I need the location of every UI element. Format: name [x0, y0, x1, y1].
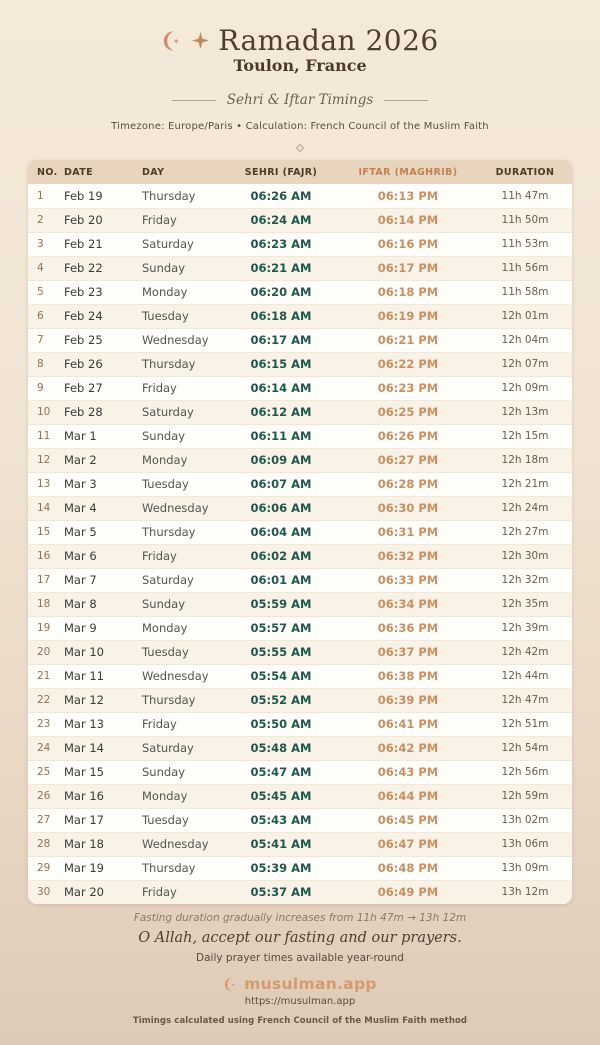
- cell-sehri-time: 05:45 AM: [250, 789, 312, 803]
- cell-date: Feb 19: [64, 188, 103, 203]
- cell-iftar-time: 06:14 PM: [377, 213, 439, 227]
- cell-row-number: 17: [37, 574, 51, 586]
- cell-date: Feb 23: [64, 285, 103, 299]
- table-row: [28, 784, 572, 808]
- column-header-no: NO.: [37, 166, 58, 178]
- cell-date: Mar 10: [64, 645, 104, 659]
- cell-row-number: 18: [37, 598, 51, 610]
- cell-iftar-time: 06:36 PM: [377, 621, 439, 635]
- cell-row-number: 1: [37, 189, 44, 202]
- cell-day: Monday: [142, 789, 188, 803]
- cell-sehri-time: 06:26 AM: [250, 188, 312, 203]
- cell-row-number: 12: [37, 454, 51, 466]
- table-row: [28, 328, 572, 352]
- cell-row-number: 25: [37, 766, 51, 778]
- cell-row-number: 26: [37, 790, 51, 802]
- cell-day: Sunday: [142, 765, 186, 779]
- cell-sehri-time: 05:59 AM: [250, 597, 312, 611]
- timezone-calculation-meta: Timezone: Europe/Paris • Calculation: French Council of the Muslim Faith: [111, 121, 489, 132]
- table-header: [28, 160, 572, 184]
- duration-trend-note: Fasting duration gradually increases from 11h 47m → 13h 12m: [133, 912, 467, 924]
- dua-text: O Allah, accept our fasting and our prayers.: [138, 930, 462, 946]
- cell-iftar-time: 06:23 PM: [377, 381, 439, 395]
- table-row: [28, 664, 572, 688]
- table-row: [28, 424, 572, 448]
- cell-date: Feb 26: [64, 357, 103, 371]
- cell-iftar-time: 06:34 PM: [377, 597, 439, 611]
- cell-date: Mar 9: [64, 621, 97, 635]
- cell-day: Tuesday: [142, 477, 189, 491]
- cell-iftar-time: 06:25 PM: [377, 405, 439, 419]
- cell-sehri-time: 06:11 AM: [250, 429, 312, 443]
- cell-day: Sunday: [142, 429, 186, 443]
- cell-sehri-time: 06:01 AM: [250, 573, 312, 587]
- diamond-divider-icon: [296, 144, 304, 152]
- table-row: [28, 640, 572, 664]
- cell-iftar-time: 06:31 PM: [377, 525, 439, 539]
- cell-day: Monday: [142, 621, 188, 635]
- cell-duration: 12h 09m: [501, 382, 549, 394]
- table-row: [28, 208, 572, 232]
- cell-duration: 12h 13m: [501, 406, 549, 418]
- cell-date: Mar 15: [64, 765, 104, 779]
- cell-duration: 12h 01m: [501, 310, 549, 322]
- table-row: [28, 688, 572, 712]
- table-row: [28, 232, 572, 256]
- cell-iftar-time: 06:41 PM: [377, 717, 439, 731]
- cell-duration: 12h 35m: [501, 598, 549, 610]
- cell-day: Saturday: [142, 573, 194, 587]
- cell-day: Tuesday: [142, 813, 189, 827]
- brand-name: musulman.app: [244, 975, 377, 993]
- cell-row-number: 7: [37, 334, 44, 346]
- cell-duration: 12h 54m: [501, 742, 549, 754]
- cell-day: Thursday: [142, 525, 196, 539]
- crescent-star-icon: [161, 30, 183, 52]
- cell-day: Friday: [142, 549, 177, 563]
- cell-date: Mar 13: [64, 717, 104, 731]
- cell-iftar-time: 06:37 PM: [377, 645, 439, 659]
- table-row: [28, 808, 572, 832]
- table-row: [28, 280, 572, 304]
- cell-date: Mar 1: [64, 429, 97, 443]
- cell-sehri-time: 05:57 AM: [250, 621, 312, 635]
- table-row: [28, 520, 572, 544]
- cell-iftar-time: 06:47 PM: [377, 837, 439, 851]
- cell-iftar-time: 06:13 PM: [377, 188, 439, 203]
- cell-iftar-time: 06:18 PM: [377, 285, 439, 299]
- cell-sehri-time: 06:23 AM: [250, 237, 312, 251]
- cell-row-number: 27: [37, 814, 51, 826]
- calculation-method-note: Timings calculated using French Council of the Muslim Faith method: [132, 1016, 468, 1026]
- cell-duration: 11h 47m: [501, 189, 549, 202]
- table-row: [28, 352, 572, 376]
- cell-duration: 12h 39m: [501, 622, 549, 634]
- cell-sehri-time: 06:15 AM: [250, 357, 312, 371]
- page-title: Ramadan 2026: [218, 24, 439, 57]
- cell-sehri-time: 06:12 AM: [250, 405, 312, 419]
- cell-row-number: 16: [37, 550, 51, 562]
- table-row: [28, 856, 572, 880]
- table-row: [28, 712, 572, 736]
- table-body: [28, 184, 572, 904]
- table-row: [28, 880, 572, 904]
- cell-row-number: 23: [37, 718, 51, 730]
- cell-duration: 13h 02m: [501, 814, 549, 826]
- cell-date: Mar 3: [64, 477, 97, 491]
- cell-row-number: 4: [37, 262, 44, 274]
- cell-date: Mar 7: [64, 573, 97, 587]
- table-header-row: [28, 160, 572, 184]
- subtitle: Sehri & Iftar Timings: [226, 92, 374, 108]
- cell-sehri-time: 06:24 AM: [250, 213, 312, 227]
- cell-iftar-time: 06:17 PM: [377, 261, 439, 275]
- cell-day: Friday: [142, 885, 177, 900]
- cell-day: Wednesday: [142, 837, 209, 851]
- cell-day: Saturday: [142, 405, 194, 419]
- cell-sehri-time: 06:17 AM: [250, 333, 312, 347]
- cell-duration: 12h 42m: [501, 646, 549, 658]
- cell-sehri-time: 06:07 AM: [250, 477, 312, 491]
- cell-sehri-time: 05:54 AM: [250, 669, 312, 683]
- cell-iftar-time: 06:21 PM: [377, 333, 439, 347]
- cell-iftar-time: 06:28 PM: [377, 477, 439, 491]
- cell-sehri-time: 06:18 AM: [250, 309, 312, 323]
- column-header-duration: DURATION: [495, 166, 555, 178]
- timings-table-card: [28, 160, 572, 904]
- cell-day: Thursday: [142, 693, 196, 707]
- table-row: [28, 472, 572, 496]
- cell-row-number: 15: [37, 526, 51, 538]
- column-header-day: DAY: [142, 166, 165, 178]
- table-row: [28, 496, 572, 520]
- cell-duration: 13h 06m: [501, 838, 549, 850]
- poster-footer: [0, 912, 600, 1026]
- cell-day: Sunday: [142, 261, 186, 275]
- cell-row-number: 9: [37, 382, 44, 394]
- table-row: [28, 376, 572, 400]
- cell-day: Thursday: [142, 861, 196, 875]
- location-title: Toulon, France: [233, 56, 367, 75]
- cell-duration: 12h 30m: [501, 550, 549, 562]
- cell-day: Sunday: [142, 597, 186, 611]
- cell-sehri-time: 06:09 AM: [250, 453, 312, 467]
- subtitle-row: [0, 92, 600, 108]
- table-row: [28, 256, 572, 280]
- title-row: [0, 24, 600, 57]
- cell-day: Thursday: [142, 188, 196, 203]
- cell-day: Friday: [142, 717, 177, 731]
- cell-row-number: 5: [37, 286, 44, 298]
- table-row: [28, 832, 572, 856]
- cell-row-number: 21: [37, 670, 51, 682]
- cell-day: Tuesday: [142, 645, 189, 659]
- table-row: [28, 736, 572, 760]
- sparkle-icon: [192, 32, 209, 49]
- cell-date: Mar 4: [64, 501, 97, 515]
- cell-iftar-time: 06:48 PM: [377, 861, 439, 875]
- cell-date: Feb 21: [64, 237, 103, 251]
- cell-duration: 12h 59m: [501, 790, 549, 802]
- cell-duration: 13h 09m: [501, 862, 549, 874]
- cell-sehri-time: 05:39 AM: [250, 861, 312, 875]
- cell-day: Monday: [142, 453, 188, 467]
- cell-date: Mar 2: [64, 453, 97, 467]
- cell-day: Saturday: [142, 237, 194, 251]
- cell-duration: 12h 07m: [501, 358, 549, 370]
- cell-date: Mar 19: [64, 861, 104, 875]
- cell-duration: 12h 56m: [501, 766, 549, 778]
- cell-sehri-time: 05:43 AM: [250, 813, 312, 827]
- cell-row-number: 13: [37, 478, 51, 490]
- cell-duration: 12h 32m: [501, 574, 549, 586]
- cell-sehri-time: 06:21 AM: [250, 261, 312, 275]
- brand-row: [0, 975, 600, 993]
- cell-sehri-time: 05:55 AM: [250, 645, 312, 659]
- cell-row-number: 3: [37, 238, 44, 250]
- cell-sehri-time: 05:41 AM: [250, 837, 312, 851]
- cell-date: Feb 27: [64, 381, 103, 395]
- cell-day: Wednesday: [142, 669, 209, 683]
- cell-day: Wednesday: [142, 501, 209, 515]
- cell-duration: 12h 18m: [501, 454, 549, 466]
- cell-duration: 12h 47m: [501, 694, 549, 706]
- cell-iftar-time: 06:32 PM: [377, 549, 439, 563]
- cell-duration: 12h 21m: [501, 478, 549, 490]
- cell-iftar-time: 06:49 PM: [377, 885, 439, 900]
- cell-date: Feb 22: [64, 261, 103, 275]
- cell-date: Mar 8: [64, 597, 97, 611]
- table-row: [28, 592, 572, 616]
- cell-iftar-time: 06:16 PM: [377, 237, 439, 251]
- cell-row-number: 10: [37, 406, 51, 418]
- cell-row-number: 19: [37, 622, 51, 634]
- cell-date: Mar 18: [64, 837, 104, 851]
- table-row: [28, 760, 572, 784]
- cell-date: Mar 12: [64, 693, 104, 707]
- cell-iftar-time: 06:42 PM: [377, 741, 439, 755]
- cell-iftar-time: 06:38 PM: [377, 669, 439, 683]
- cell-iftar-time: 06:43 PM: [377, 765, 439, 779]
- cell-date: Mar 6: [64, 549, 97, 563]
- cell-duration: 12h 04m: [501, 334, 549, 346]
- cell-duration: 12h 27m: [501, 526, 549, 538]
- cell-sehri-time: 06:02 AM: [250, 549, 312, 563]
- cell-duration: 12h 44m: [501, 670, 549, 682]
- cell-date: Feb 28: [64, 405, 103, 419]
- cell-row-number: 29: [37, 862, 51, 874]
- cell-sehri-time: 06:04 AM: [250, 525, 312, 539]
- cell-row-number: 30: [37, 886, 51, 899]
- table-row: [28, 184, 572, 208]
- cell-date: Mar 5: [64, 525, 97, 539]
- cell-day: Tuesday: [142, 309, 189, 323]
- cell-duration: 11h 53m: [501, 238, 549, 250]
- cell-iftar-time: 06:33 PM: [377, 573, 439, 587]
- cell-row-number: 6: [37, 310, 44, 322]
- table-row: [28, 304, 572, 328]
- cell-date: Mar 16: [64, 789, 104, 803]
- timings-table: [28, 160, 572, 904]
- brand-url-link[interactable]: https://musulman.app: [244, 996, 356, 1007]
- column-header-iftar: IFTAR (MAGHRIB): [358, 166, 458, 178]
- cell-date: Mar 11: [64, 669, 104, 683]
- column-header-date: DATE: [64, 166, 94, 178]
- cell-sehri-time: 06:14 AM: [250, 381, 312, 395]
- subtitle-left-rule: [172, 100, 216, 101]
- table-row: [28, 544, 572, 568]
- cell-row-number: 28: [37, 838, 51, 850]
- table-row: [28, 616, 572, 640]
- cell-iftar-time: 06:44 PM: [377, 789, 439, 803]
- cell-day: Monday: [142, 285, 188, 299]
- cell-date: Mar 17: [64, 813, 104, 827]
- table-row: [28, 568, 572, 592]
- cell-duration: 13h 12m: [501, 886, 549, 899]
- cell-date: Feb 20: [64, 213, 103, 227]
- cell-iftar-time: 06:27 PM: [377, 453, 439, 467]
- cell-duration: 12h 24m: [501, 502, 549, 514]
- cell-day: Friday: [142, 213, 177, 227]
- cell-day: Thursday: [142, 357, 196, 371]
- cell-duration: 11h 50m: [501, 214, 549, 226]
- cell-iftar-time: 06:22 PM: [377, 357, 439, 371]
- cell-sehri-time: 06:20 AM: [250, 285, 312, 299]
- cell-duration: 11h 58m: [501, 286, 549, 298]
- cell-sehri-time: 05:37 AM: [250, 885, 312, 900]
- cell-date: Feb 25: [64, 333, 103, 347]
- cell-iftar-time: 06:30 PM: [377, 501, 439, 515]
- cell-row-number: 8: [37, 358, 44, 370]
- cell-row-number: 20: [37, 646, 51, 658]
- cell-duration: 11h 56m: [501, 262, 549, 274]
- table-row: [28, 400, 572, 424]
- cell-row-number: 22: [37, 694, 51, 706]
- cell-sehri-time: 05:47 AM: [250, 765, 312, 779]
- cell-date: Mar 14: [64, 741, 104, 755]
- availability-text: Daily prayer times available year-round: [196, 952, 404, 964]
- cell-date: Mar 20: [64, 885, 104, 900]
- cell-iftar-time: 06:39 PM: [377, 693, 439, 707]
- cell-day: Wednesday: [142, 333, 209, 347]
- cell-iftar-time: 06:19 PM: [377, 309, 439, 323]
- cell-row-number: 14: [37, 502, 51, 514]
- cell-sehri-time: 05:48 AM: [250, 741, 312, 755]
- cell-duration: 12h 15m: [501, 430, 549, 442]
- subtitle-right-rule: [384, 100, 428, 101]
- cell-iftar-time: 06:45 PM: [377, 813, 439, 827]
- cell-date: Feb 24: [64, 309, 103, 323]
- cell-row-number: 11: [37, 430, 51, 442]
- column-header-sehri: SEHRI (FAJR): [244, 166, 318, 178]
- poster-header: [0, 0, 600, 151]
- cell-row-number: 2: [37, 214, 44, 226]
- brand-crescent-icon: [223, 977, 238, 992]
- cell-duration: 12h 51m: [501, 718, 549, 730]
- cell-day: Friday: [142, 381, 177, 395]
- table-row: [28, 448, 572, 472]
- cell-day: Saturday: [142, 741, 194, 755]
- cell-iftar-time: 06:26 PM: [377, 429, 439, 443]
- cell-row-number: 24: [37, 742, 51, 754]
- cell-sehri-time: 05:52 AM: [250, 693, 312, 707]
- cell-sehri-time: 06:06 AM: [250, 501, 312, 515]
- cell-sehri-time: 05:50 AM: [250, 717, 312, 731]
